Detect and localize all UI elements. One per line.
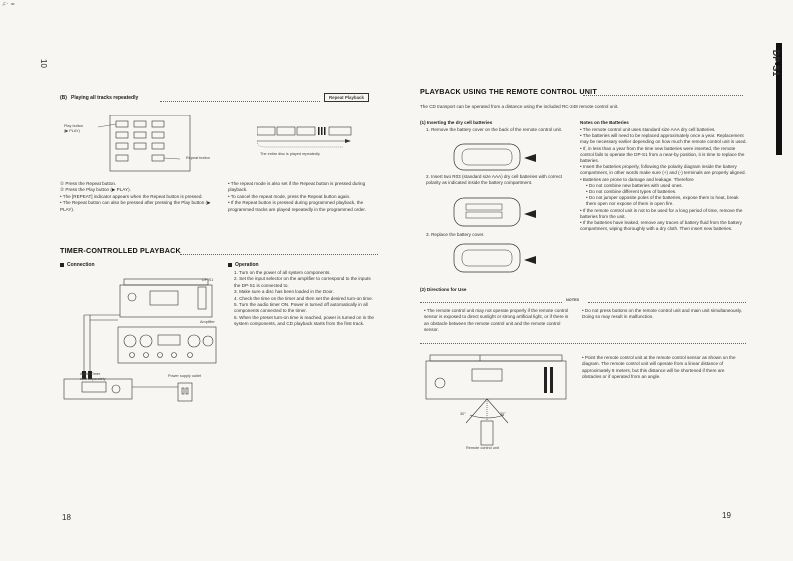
battery-note: • If, in less than a year from the time new batteries were inserted, the remote control fails to operate the DP-S1 from a near-by position, it is time to replace the batteries. [580, 145, 745, 164]
play-button-callout-line1: Play button [64, 124, 83, 128]
connection-heading [60, 262, 95, 268]
remote-keypad-diagram [96, 115, 206, 173]
operation-step: 4. Check the time on the timer and then set the desired turn-on time. [234, 295, 373, 301]
battery-replace-diagram [452, 240, 542, 276]
repeat-button-callout: Repeat button [186, 156, 210, 160]
square-bullet-icon [60, 263, 64, 267]
inserting-step: 3. Replace the battery cover. [426, 232, 485, 237]
inserting-heading: (1) Inserting the dry cell batteries [420, 120, 493, 125]
batteries-notes-list [580, 127, 748, 232]
left-page-number: 18 [62, 513, 71, 522]
battery-note: • If the remote control unit is not to be used for a long period of time, remove the batteries from the unit. [580, 207, 743, 219]
remote-aiming-diagram [424, 353, 574, 448]
timer-operation-steps [234, 270, 378, 328]
play-button-callout [64, 124, 83, 134]
display-tracks-diagram [257, 125, 353, 155]
inserting-step-3 [426, 232, 564, 238]
repeat-note: • If the Repeat button is pressed during programmed playback, the programmed tracks are played repeatedly in the programmed order. [228, 200, 366, 212]
battery-note: • The batteries will need to be replaced approximately once a year. Replacement may be necessary earlier depending on how much the remote control unit is used. [580, 133, 747, 145]
operation-step: 6. When the preset turn-on time is reached, power is turned on in the system components, and CD playback starts from the first track. [234, 314, 374, 327]
inserting-step-2 [426, 174, 564, 187]
display-caption: The entire disc is played repeatedly [260, 152, 320, 156]
square-bullet-icon [228, 263, 232, 267]
operation-step: 1. Turn on the power of all system components. [234, 270, 331, 275]
notes-bottom-rule [420, 343, 746, 344]
battery-note: • Do not combine different types of batteries. [586, 189, 677, 195]
side-tab-label: DP-S1 [771, 49, 781, 77]
repeat-step: ② Press the Play button (▶ PLAY). [60, 187, 131, 193]
directions-heading: (2) Directions for Use [420, 287, 467, 292]
timer-heading-rule [180, 254, 378, 255]
connection-label: Connection [67, 262, 95, 268]
remote-caption: Remote control unit [466, 446, 499, 450]
repeat-step: ① Press the Repeat button. [60, 181, 117, 186]
repeat-steps-list [60, 181, 222, 213]
right-page-number: 19 [722, 511, 731, 520]
angle-left-label: 30° [460, 412, 466, 416]
amplifier-label: Amplifier [200, 320, 215, 324]
audio-timer-label-line2: sold separately [80, 377, 106, 381]
repeat-heading-rule [160, 101, 320, 102]
operation-step: 3. Make sure a disc has been loaded in the Door. [234, 289, 334, 295]
battery-cover-diagram [452, 140, 542, 174]
angle-right-label: 30° [500, 412, 506, 416]
remote-section-heading: PLAYBACK USING THE REMOTE CONTROL UNIT [420, 87, 597, 96]
battery-note: • Do not jumper opposite poles of the batteries, expose them to heat, break them open nor expose of them in open fire. [586, 195, 739, 207]
notes-label: NOTES [566, 298, 580, 302]
play-button-callout-line2: (▶ PLAY) [64, 129, 80, 133]
remote-heading-rule [583, 95, 743, 96]
operation-heading [228, 262, 259, 268]
repeat-playback-label-box: Repeat Playback [324, 93, 369, 102]
repeat-marker: (B) [60, 95, 67, 101]
repeat-step: • The [REPEAT] indicator appears when the Repeat button is pressed. [60, 193, 203, 199]
operation-label: Operation [235, 262, 259, 268]
directions-note-left: • The remote control unit may not operate properly if the remote control sensor is exposed to direct sunlight or strong artificial light, or if there is an obstacle between the remote control unit and the remote control sensor. [424, 308, 569, 333]
notes-rule-left [420, 302, 562, 303]
audio-timer-label-line1: Audio Timer [80, 372, 101, 376]
timer-section-heading: TIMER-CONTROLLED PLAYBACK [60, 246, 181, 255]
battery-note: • Batteries are prone to damage and leakage. Therefore [580, 176, 694, 182]
directions-note-right: • Do not press buttons on the remote control unit and main unit simultaneously. Doing so may result in malfunction. [582, 308, 743, 320]
repeat-notes-list [228, 181, 378, 213]
battery-insert-diagram [452, 194, 542, 230]
directions-point-text: • Point the remote control unit at the remote control sensor as shown on the diagram. The remote control unit will operate from a linear distance of approximately 8 meters, but this distance will be shortened if there are obstacles or if operated from an angle. [582, 355, 736, 380]
repeat-note: • The repeat mode is also set if the Repeat button is pressed during playback. [228, 181, 366, 193]
remote-intro: The CD transport can be operated from a distance using the included RC-248 remote control unit. [420, 104, 619, 109]
notes-rule-right [588, 302, 746, 303]
power-outlet-label: Power supply outlet [168, 374, 202, 378]
repeat-note: • To cancel the repeat mode, press the Repeat button again. [228, 193, 351, 199]
corner-mark: ぶ・ ıw [2, 2, 15, 6]
operation-step: 2. Set the input selector on the amplifier to correspond to the inputs the DP-S1 is connected to. [234, 276, 371, 288]
repeat-step: • The Repeat button can also be pressed after pressing the Play button (▶ PLAY). [60, 200, 211, 212]
audio-timer-label [80, 372, 106, 382]
side-page-number: 10 [38, 59, 48, 68]
inserting-step-1 [426, 127, 564, 133]
dp-s1-label: DP-S1 [202, 278, 214, 282]
batteries-notes-heading: Notes on the Batteries [580, 120, 629, 125]
battery-note: • Insert the batteries properly, following the polarity diagram inside the battery compartment, in other words make sure (+) and (-) terminals are properly aligned. [580, 164, 746, 176]
battery-note: • The remote control unit uses standard size AAA dry cell batteries. [580, 127, 716, 132]
battery-note: • Do not combine new batteries with used ones. [586, 182, 683, 188]
timer-connection-diagram [62, 275, 224, 410]
repeat-heading: Playing all tracks repeatedly [71, 95, 139, 101]
inserting-step: 1. Remove the battery cover on the back of the remote control unit. [426, 127, 563, 132]
operation-step: 5. Turn the audio timer ON. Power is turned off automatically in all components connected to the timer. [234, 302, 368, 314]
inserting-step: 2. Insert two R03 (standard size AAA) dry cell batteries with correct polarity as indicated inside the battery compartment. [426, 174, 563, 186]
battery-note: • If the batteries have leaked, remove any traces of battery fluid from the battery compartment, wiping thoroughly with a dry cloth. Then insert new batteries. [580, 220, 742, 232]
